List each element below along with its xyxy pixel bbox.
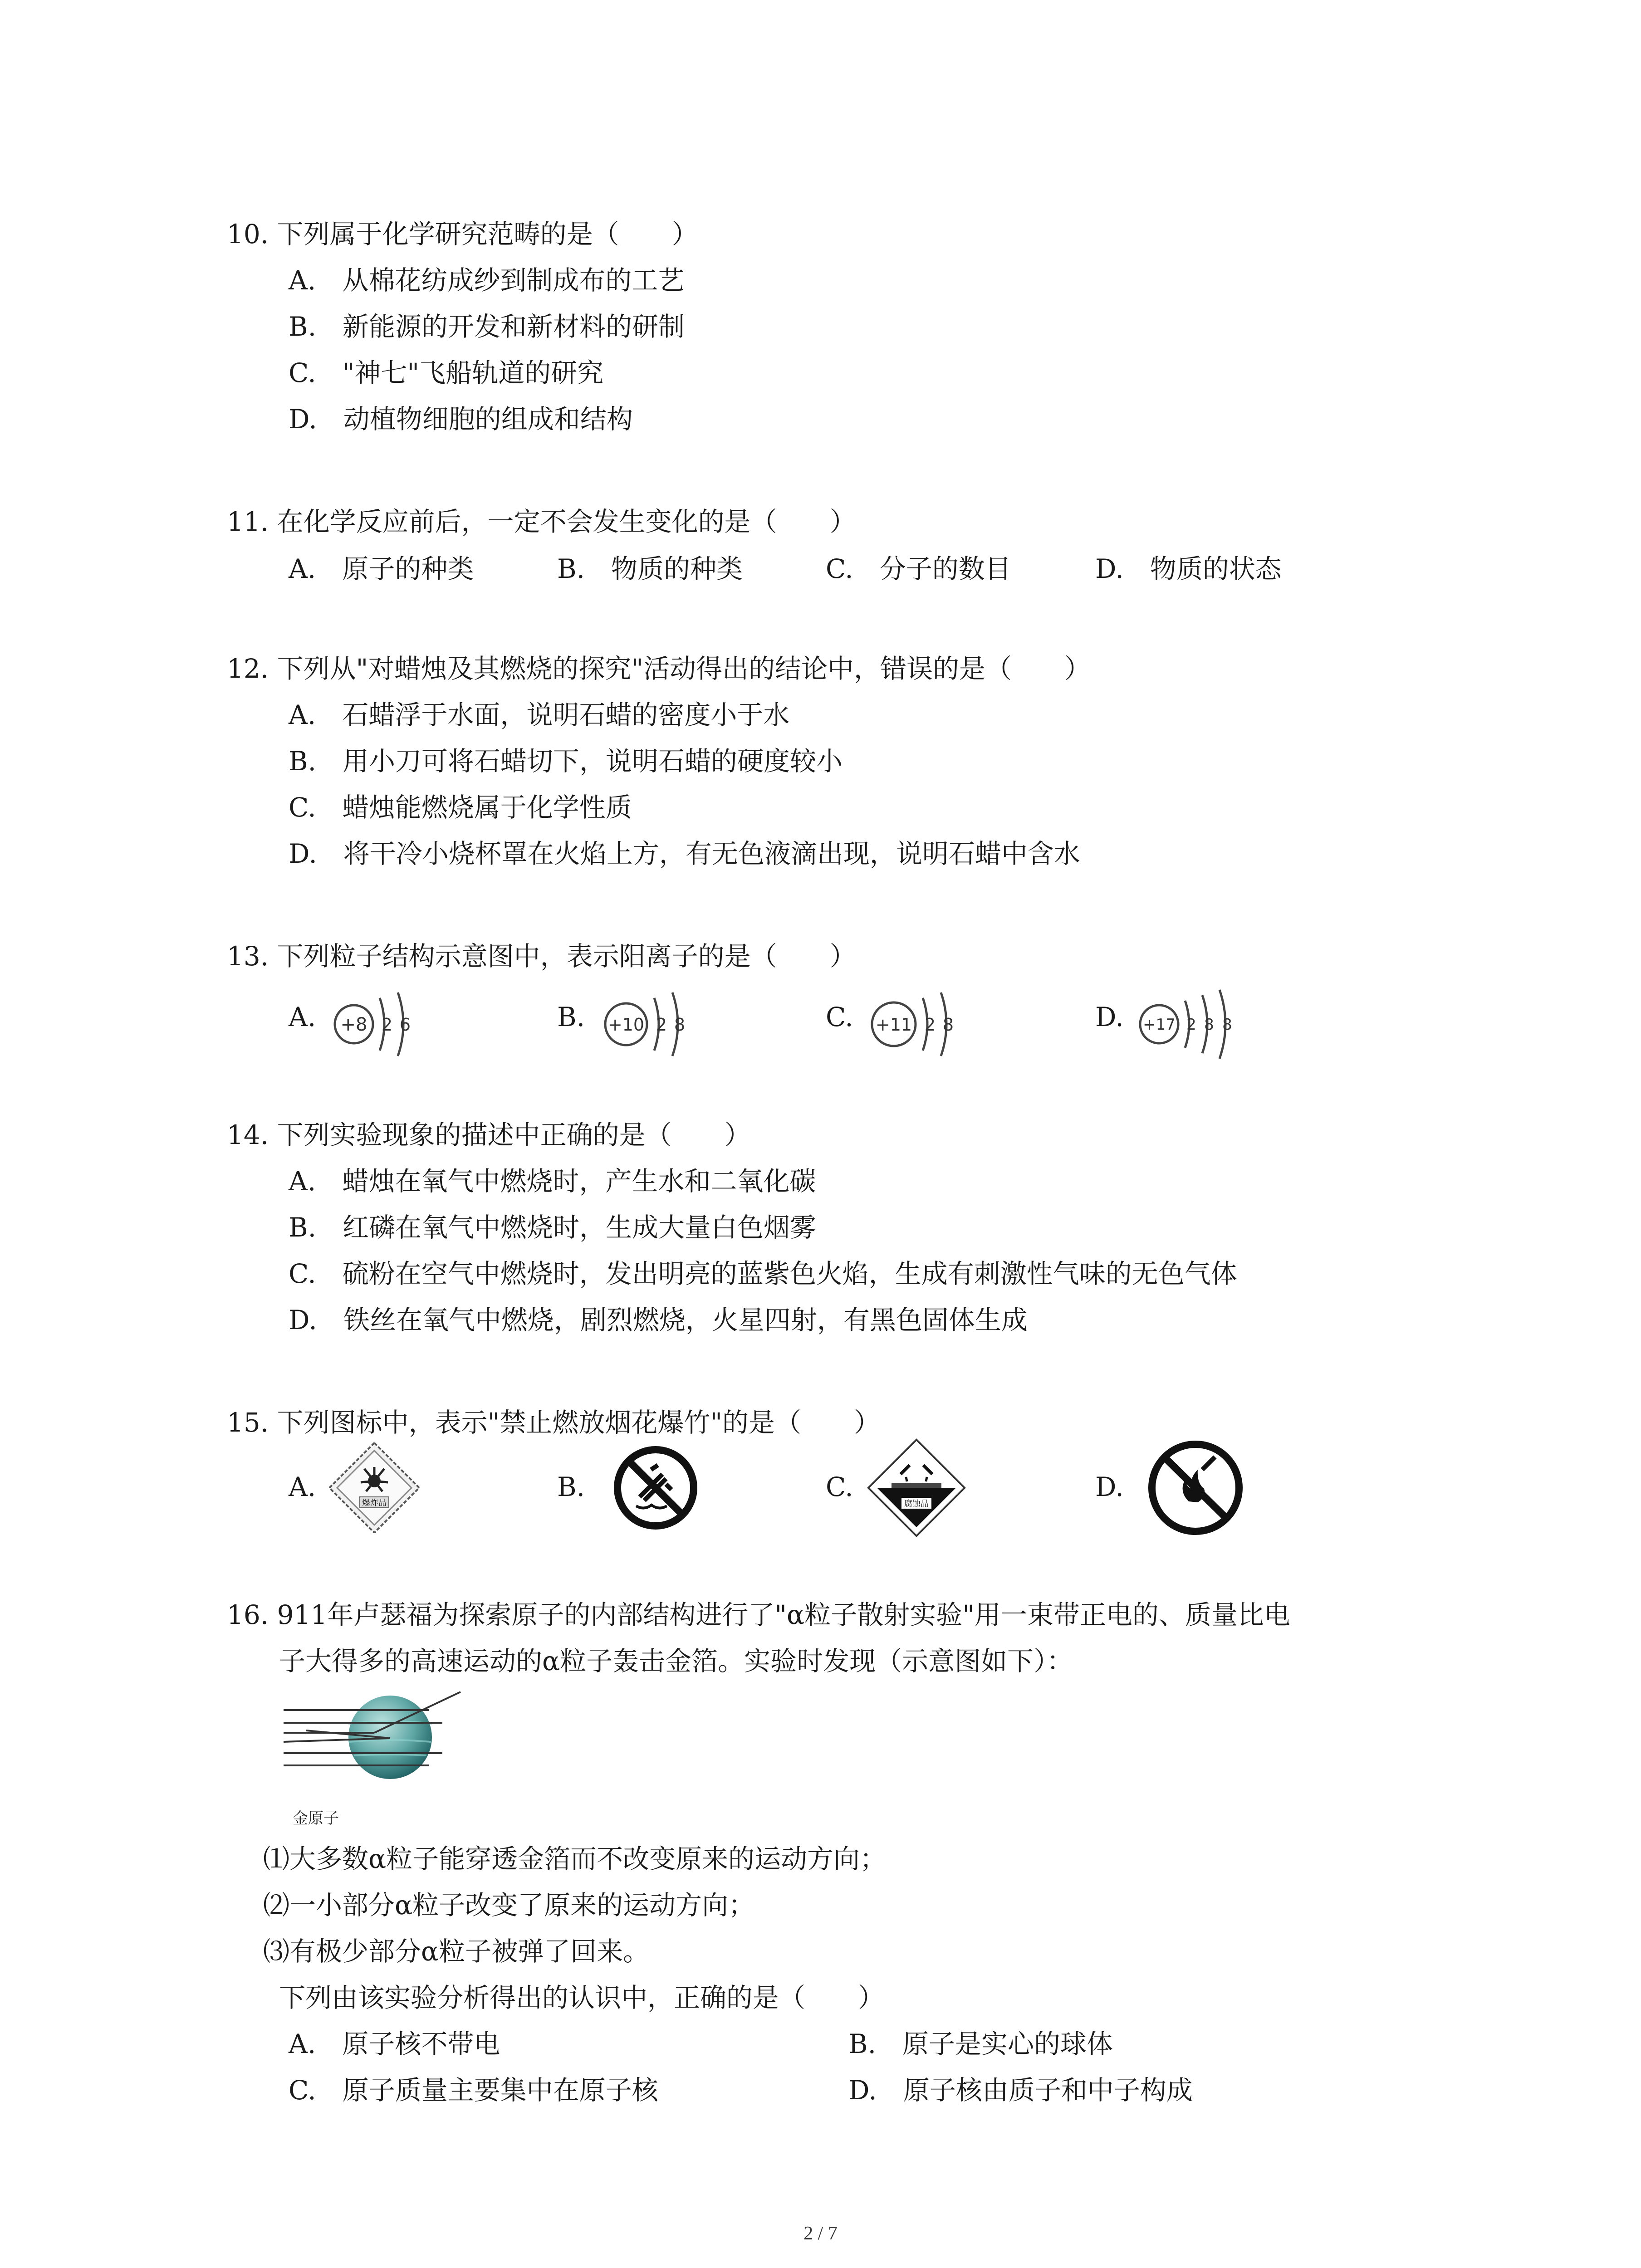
page-number: 2 / 7	[803, 2223, 838, 2244]
option-d: D. 原子核由质子和中子构成	[848, 2075, 1193, 2106]
option-a: A. 原子的种类	[289, 553, 474, 584]
no-firecrackers-sign-icon	[608, 1442, 703, 1533]
nucleus-charge: +17	[1143, 1016, 1176, 1034]
option-d: D.	[1095, 1002, 1124, 1032]
nucleus-charge: +10	[607, 1015, 645, 1035]
nucleus-charge: +11	[875, 1015, 912, 1035]
option-c: C. 原子质量主要集中在原子核	[289, 2075, 658, 2106]
option-c: C.	[826, 1002, 853, 1032]
option-b: B. 物质的种类	[557, 553, 743, 584]
sign-label: 爆炸品	[362, 1498, 387, 1508]
option-a: A.	[289, 1471, 316, 1502]
option-d: D.	[1095, 1471, 1124, 1502]
atom-diagram-b	[599, 984, 708, 1061]
shell-electrons: 8	[942, 1015, 954, 1035]
shell-electrons: 2	[656, 1015, 667, 1035]
atom-diagram-c	[867, 984, 975, 1061]
option-c: C. 硫粉在空气中燃烧时，发出明亮的蓝紫色火焰，生成有刺激性气味的无色气体	[289, 1258, 1237, 1289]
option-a: A. 石蜡浮于水面，说明石蜡的密度小于水	[289, 699, 790, 730]
option-b: B.	[557, 1471, 585, 1502]
option-d: D. 铁丝在氧气中燃烧，剧烈燃烧，火星四射，有黑色固体生成	[289, 1305, 1028, 1335]
question-stem-line-1: 16. 911年卢瑟福为探索原子的内部结构进行了"α粒子散射实验"用一束带正电的、质量比电	[227, 1599, 1290, 1630]
shell-electrons: 2	[924, 1015, 936, 1035]
gold-atom-scattering-figure	[279, 1687, 479, 1837]
figure-caption: 金原子	[293, 1809, 339, 1828]
shell-electrons: 8	[1204, 1016, 1214, 1034]
question-stem: 15. 下列图标中，表示"禁止燃放烟花爆竹"的是（ ）	[227, 1407, 881, 1438]
option-c: C. 蜡烛能燃烧属于化学性质	[289, 792, 632, 823]
question-stem: 12. 下列从"对蜡烛及其燃烧的探究"活动得出的结论中，错误的是（ ）	[227, 653, 1091, 684]
atom-diagram-a	[329, 984, 429, 1061]
shell-electrons: 8	[674, 1015, 686, 1035]
shell-electrons: 8	[1222, 1016, 1232, 1034]
nucleus-charge: +8	[340, 1014, 367, 1035]
corrosive-sign-icon	[864, 1438, 969, 1538]
sub-question: 下列由该实验分析得出的认识中，正确的是（ ）	[279, 1982, 885, 2013]
option-d: D. 物质的状态	[1095, 553, 1282, 584]
question-stem: 10. 下列属于化学研究范畴的是（ ）	[227, 219, 698, 249]
option-a: A. 蜡烛在氧气中燃烧时，产生水和二氧化碳	[289, 1166, 816, 1197]
finding-2: ⑵一小部分α粒子改变了原来的运动方向；	[263, 1890, 755, 1921]
atom-diagram-d	[1134, 984, 1261, 1061]
shell-electrons: 6	[399, 1015, 411, 1035]
option-a: A. 从棉花纺成纱到制成布的工艺	[289, 265, 685, 296]
option-c: C. 分子的数目	[826, 553, 1011, 584]
finding-3: ⑶有极少部分α粒子被弹了回来。	[263, 1936, 650, 1967]
explosive-sign-icon	[329, 1442, 420, 1533]
option-a: A. 原子核不带电	[289, 2028, 500, 2059]
finding-1: ⑴大多数α粒子能穿透金箔而不改变原来的运动方向；	[263, 1843, 887, 1874]
shell-electrons: 2	[381, 1015, 393, 1035]
sign-label: 腐蚀品	[904, 1499, 929, 1509]
option-b: B.	[557, 1002, 585, 1032]
option-c: C. "神七"飞船轨道的研究	[289, 357, 604, 388]
option-b: B. 红磷在氧气中燃烧时，生成大量白色烟雾	[289, 1212, 817, 1243]
question-stem-line-2: 子大得多的高速运动的α粒子轰击金箔。实验时发现（示意图如下）：	[279, 1646, 1073, 1677]
option-b: B. 新能源的开发和新材料的研制	[289, 311, 685, 342]
option-a: A.	[289, 1002, 316, 1032]
option-c: C.	[826, 1471, 853, 1502]
option-d: D. 将干冷小烧杯罩在火焰上方，有无色液滴出现，说明石蜡中含水	[289, 838, 1080, 869]
question-stem: 11. 在化学反应前后，一定不会发生变化的是（ ）	[227, 506, 856, 537]
question-stem: 13. 下列粒子结构示意图中，表示阳离子的是（ ）	[227, 941, 856, 972]
option-b: B. 用小刀可将石蜡切下，说明石蜡的硬度较小	[289, 746, 843, 777]
question-stem: 14. 下列实验现象的描述中正确的是（ ）	[227, 1119, 751, 1150]
option-b: B. 原子是实心的球体	[848, 2028, 1113, 2059]
option-d: D. 动植物细胞的组成和结构	[289, 404, 633, 435]
shell-electrons: 2	[1186, 1016, 1196, 1034]
no-open-flame-sign-icon	[1143, 1438, 1248, 1538]
